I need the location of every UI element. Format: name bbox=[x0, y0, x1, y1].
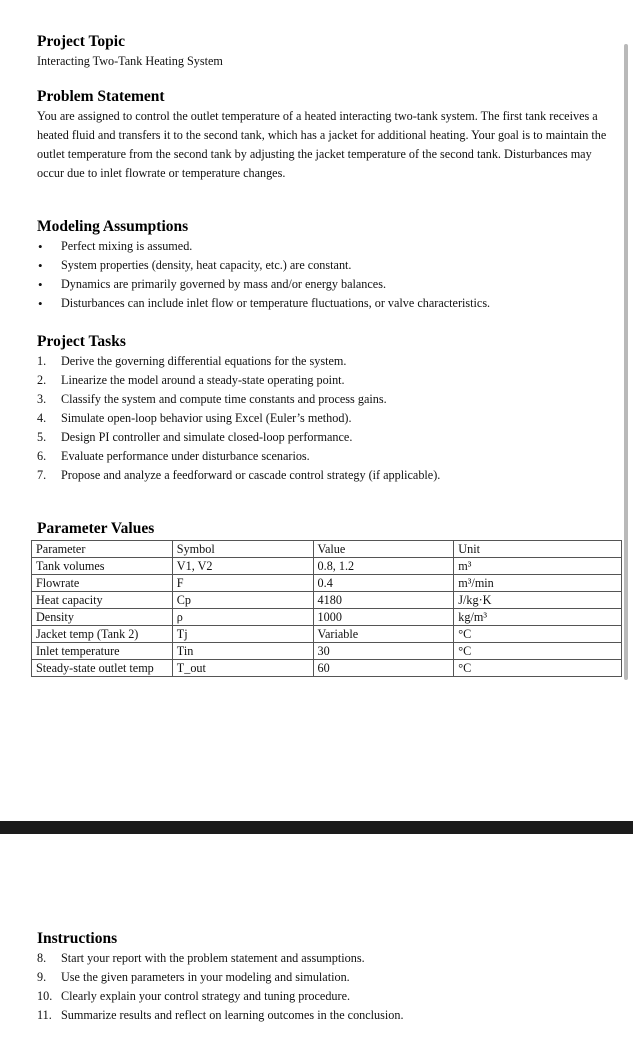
list-number: 10. bbox=[37, 989, 53, 1003]
table-cell: Inlet temperature bbox=[32, 643, 173, 660]
list-number: 2. bbox=[37, 373, 47, 387]
modeling-assumptions-heading: Modeling Assumptions bbox=[37, 218, 189, 235]
table-cell: m³ bbox=[454, 558, 622, 575]
assumptions-list bbox=[37, 237, 607, 313]
table-cell: 0.8, 1.2 bbox=[313, 558, 454, 575]
parameter-values-heading: Parameter Values bbox=[37, 520, 155, 537]
table-cell: Tin bbox=[172, 643, 313, 660]
table-cell: ρ bbox=[172, 609, 313, 626]
list-item bbox=[37, 949, 607, 968]
project-tasks-section bbox=[37, 332, 607, 485]
table-cell: 0.4 bbox=[313, 575, 454, 592]
list-item: • Perfect mixing is assumed. bbox=[37, 237, 607, 256]
table-row bbox=[32, 626, 622, 643]
list-item bbox=[37, 466, 607, 485]
column-header: Parameter bbox=[32, 541, 173, 558]
list-item bbox=[37, 428, 607, 447]
list-number: 7. bbox=[37, 468, 47, 482]
list-item bbox=[37, 987, 607, 1006]
table-cell: F bbox=[172, 575, 313, 592]
table-cell: T_out bbox=[172, 660, 313, 677]
tasks-list bbox=[37, 352, 607, 485]
table-cell: 30 bbox=[313, 643, 454, 660]
table-cell: Variable bbox=[313, 626, 454, 643]
parameter-table bbox=[31, 540, 622, 677]
list-item: • Dynamics are primarily governed by mass and/or energy balances. bbox=[37, 275, 607, 294]
page-break-divider bbox=[0, 821, 633, 834]
list-item bbox=[37, 968, 607, 987]
list-text: Design PI controller and simulate closed-loop performance. bbox=[61, 430, 353, 444]
problem-statement-section bbox=[37, 87, 607, 183]
list-item bbox=[37, 447, 607, 466]
column-header: Symbol bbox=[172, 541, 313, 558]
list-item: • Disturbances can include inlet flow or temperature fluctuations, or valve characteristics. bbox=[37, 294, 607, 313]
table-row bbox=[32, 660, 622, 677]
table-cell: 4180 bbox=[313, 592, 454, 609]
list-text: Use the given parameters in your modeling and simulation. bbox=[61, 970, 350, 984]
list-item bbox=[37, 409, 607, 428]
list-number: 9. bbox=[37, 970, 47, 984]
table-row bbox=[32, 558, 622, 575]
list-item bbox=[37, 1006, 607, 1025]
list-text: Classify the system and compute time constants and process gains. bbox=[61, 392, 387, 406]
list-text: Clearly explain your control strategy and tuning procedure. bbox=[61, 989, 351, 1003]
table-row bbox=[32, 609, 622, 626]
project-tasks-heading: Project Tasks bbox=[37, 333, 126, 350]
table-cell: °C bbox=[454, 660, 622, 677]
list-number: 3. bbox=[37, 392, 47, 406]
table-header-row bbox=[32, 541, 622, 558]
project-topic-section bbox=[37, 32, 607, 71]
table-row bbox=[32, 592, 622, 609]
vertical-scrollbar[interactable] bbox=[624, 44, 628, 680]
column-header: Value bbox=[313, 541, 454, 558]
instructions-list bbox=[37, 949, 607, 1025]
table-cell: °C bbox=[454, 626, 622, 643]
table-cell: 1000 bbox=[313, 609, 454, 626]
project-topic-heading: Project Topic bbox=[37, 33, 125, 50]
table-cell: °C bbox=[454, 643, 622, 660]
table-cell: J/kg·K bbox=[454, 592, 622, 609]
list-item bbox=[37, 390, 607, 409]
table-cell: m³/min bbox=[454, 575, 622, 592]
list-text: Evaluate performance under disturbance scenarios. bbox=[61, 449, 310, 463]
list-number: 11. bbox=[37, 1008, 52, 1022]
table-cell: Jacket temp (Tank 2) bbox=[32, 626, 173, 643]
list-number: 5. bbox=[37, 430, 47, 444]
list-number: 1. bbox=[37, 354, 47, 368]
table-cell: Tj bbox=[172, 626, 313, 643]
problem-statement-text: You are assigned to control the outlet temperature of a heated interacting two-tank system. The first tank receives a heated fluid and transfers it to the second tank, which has a jacket for additional heating. Your goal is to maintain the outlet temperature from the second tank by adjusting the jacket temperature of the second tank. Disturbances may occur due to inlet flowrate or temperature changes. bbox=[37, 109, 607, 180]
list-item bbox=[37, 352, 607, 371]
modeling-assumptions-section bbox=[37, 217, 607, 313]
table-cell: V1, V2 bbox=[172, 558, 313, 575]
table-cell: 60 bbox=[313, 660, 454, 677]
list-text: Propose and analyze a feedforward or cascade control strategy (if applicable). bbox=[61, 468, 441, 482]
instructions-section bbox=[37, 929, 607, 1025]
column-header: Unit bbox=[454, 541, 622, 558]
list-text: Derive the governing differential equations for the system. bbox=[61, 354, 347, 368]
table-cell: kg/m³ bbox=[454, 609, 622, 626]
table-cell: Cp bbox=[172, 592, 313, 609]
list-item bbox=[37, 371, 607, 390]
list-number: 4. bbox=[37, 411, 47, 425]
table-cell: Tank volumes bbox=[32, 558, 173, 575]
list-text: Summarize results and reflect on learning outcomes in the conclusion. bbox=[61, 1008, 404, 1022]
table-cell: Flowrate bbox=[32, 575, 173, 592]
table-cell: Heat capacity bbox=[32, 592, 173, 609]
table-row bbox=[32, 575, 622, 592]
table-row bbox=[32, 643, 622, 660]
list-number: 6. bbox=[37, 449, 47, 463]
list-item: • System properties (density, heat capacity, etc.) are constant. bbox=[37, 256, 607, 275]
list-text: Start your report with the problem statement and assumptions. bbox=[61, 951, 365, 965]
project-topic-text: Interacting Two-Tank Heating System bbox=[37, 54, 223, 68]
list-number: 8. bbox=[37, 951, 47, 965]
list-text: Simulate open-loop behavior using Excel (Euler’s method). bbox=[61, 411, 352, 425]
parameter-values-section bbox=[37, 519, 607, 539]
list-text: Linearize the model around a steady-state operating point. bbox=[61, 373, 345, 387]
table-cell: Steady-state outlet temp bbox=[32, 660, 173, 677]
problem-statement-heading: Problem Statement bbox=[37, 88, 165, 105]
instructions-heading: Instructions bbox=[37, 930, 118, 947]
table-cell: Density bbox=[32, 609, 173, 626]
